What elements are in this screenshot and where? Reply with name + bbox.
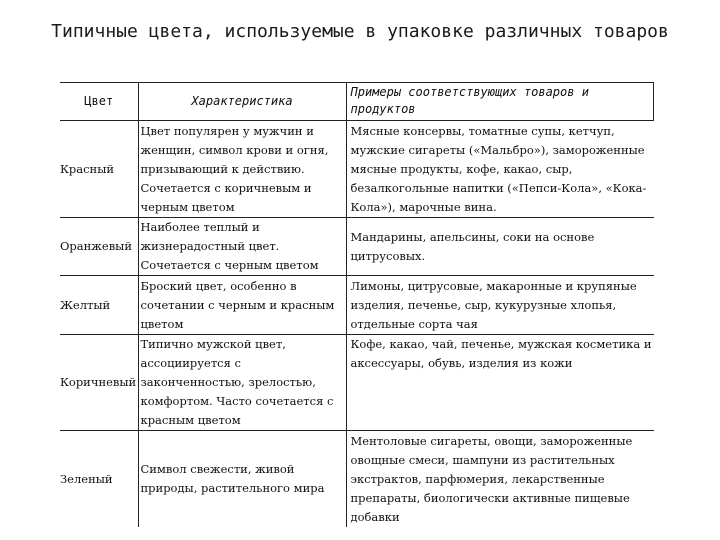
table-row: [60, 218, 654, 276]
table-header-row: [60, 82, 654, 121]
cell-examples: Ментоловые сигареты, овощи, замороженные овощные смеси, шампуни из растительных экстрактов, парфюмерия, лекарственные препараты, биологически активные пищевые добавки: [346, 431, 654, 528]
table-row: [60, 276, 654, 335]
cell-examples: Мандарины, апельсины, соки на основе цитрусовых.: [346, 218, 654, 276]
header-color: Цвет: [84, 94, 114, 108]
cell-characteristic: Броский цвет, особенно в сочетании с черным и красным цветом: [138, 276, 346, 335]
table-row: [60, 335, 654, 431]
cell-examples: Лимоны, цитрусовые, макаронные и крупяные изделия, печенье, сыр, кукурузные хлопья, отдельные сорта чая: [346, 276, 654, 335]
cell-color: Зеленый: [60, 431, 138, 528]
cell-color: Желтый: [60, 276, 138, 335]
cell-color: Оранжевый: [60, 218, 138, 276]
colors-table: [60, 82, 654, 527]
table-row: [60, 431, 654, 528]
cell-examples: Кофе, какао, чай, печенье, мужская косметика и аксессуары, обувь, изделия из кожи: [346, 335, 654, 431]
cell-characteristic: Цвет популярен у мужчин и женщин, символ крови и огня, призывающий к действию. Сочетается с коричневым и черным цветом: [138, 121, 346, 218]
cell-color: Коричневый: [60, 335, 138, 431]
cell-examples: Мясные консервы, томатные супы, кетчуп, мужские сигареты («Мальбро»), замороженные мясные продукты, кофе, какао, сыр, безалкогольные напитки («Пепси-Кола», «Кока-Кола»), марочные вина.: [346, 121, 654, 218]
cell-characteristic: Символ свежести, живой природы, растительного мира: [138, 431, 346, 528]
header-examples: Примеры соответствующих товаров и продуктов: [346, 82, 654, 121]
table-top-border: [60, 82, 654, 83]
cell-color: Красный: [60, 121, 138, 218]
header-right-border: [653, 82, 654, 120]
cell-characteristic: Наиболее теплый и жизнерадостный цвет. Сочетается с черным цветом: [138, 218, 346, 276]
cell-characteristic: Типично мужской цвет, ассоциируется с законченностью, зрелостью, комфортом. Часто сочетается с красным цветом: [138, 335, 346, 431]
document-title: Типичные цвета, используемые в упаковке различных товаров: [51, 21, 669, 42]
header-characteristic: Характеристика: [138, 82, 346, 121]
table-row: [60, 121, 654, 218]
